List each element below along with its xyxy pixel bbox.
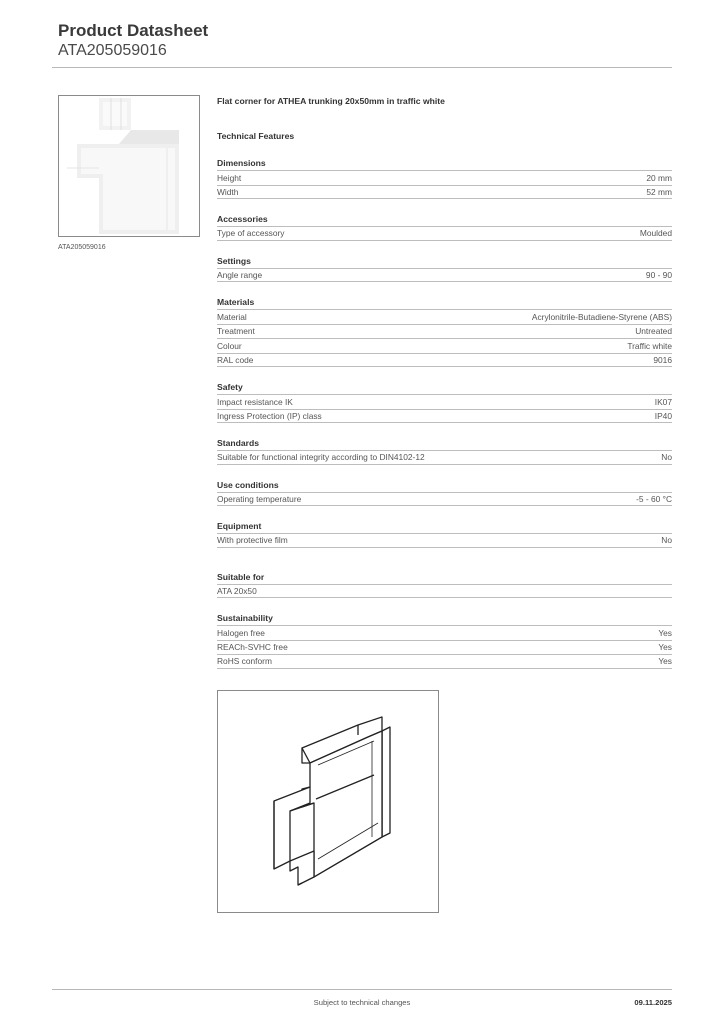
product-photo-image [59, 96, 199, 236]
spec-label: Colour [217, 340, 242, 351]
spec-label: Operating temperature [217, 493, 302, 504]
spec-label: Height [217, 172, 242, 183]
spec-row [217, 170, 672, 185]
spec-label: Material [217, 311, 247, 322]
article-number: ATA205059016 [58, 42, 167, 59]
sustainability-rows [217, 625, 672, 669]
spec-rows [217, 170, 672, 199]
section-title: Safety [217, 382, 243, 392]
document-header [58, 20, 208, 60]
spec-label: Ingress Protection (IP) class [217, 410, 322, 421]
suitable-for-rows [217, 584, 672, 599]
spec-label: ATA 20x50 [217, 585, 257, 596]
section-title: Sustainability [217, 613, 273, 623]
spec-row [217, 324, 672, 339]
spec-label: Halogen free [217, 627, 265, 638]
spec-value: IK07 [654, 396, 672, 407]
spec-section [217, 521, 672, 548]
section-title: Dimensions [217, 158, 266, 168]
spec-section [217, 438, 672, 465]
technical-content [217, 96, 672, 702]
spec-row [217, 268, 672, 283]
spec-value: Moulded [639, 228, 672, 239]
spec-row [217, 394, 672, 409]
spec-row [217, 409, 672, 424]
spec-row [217, 309, 672, 324]
spec-value: 9016 [653, 354, 672, 365]
product-description: Flat corner for ATHEA trunking 20x50mm in traffic white [217, 96, 445, 106]
spec-value: Acrylonitrile-Butadiene-Styrene (ABS) [531, 311, 672, 322]
spec-label: With protective film [217, 535, 288, 546]
spec-value: -5 - 60 °C [636, 493, 672, 504]
spec-value: IP40 [654, 410, 672, 421]
spec-value: 52 mm [646, 186, 672, 197]
spec-value: No [661, 452, 672, 463]
spec-rows [217, 492, 672, 507]
section-title: Suitable for [217, 571, 265, 582]
spec-sections [217, 158, 672, 548]
spec-section [217, 480, 672, 507]
spec-row [217, 185, 672, 200]
drawing-image [218, 691, 438, 912]
spec-label: Angle range [217, 269, 263, 280]
footer-date: 09.11.2025 [634, 998, 672, 1007]
document-title: Product Datasheet [58, 21, 209, 40]
spec-row [217, 353, 672, 368]
section-title: Use conditions [217, 479, 279, 490]
spec-row [217, 338, 672, 353]
spec-section [217, 382, 672, 423]
spec-section [217, 214, 672, 241]
spec-value: Yes [658, 627, 672, 638]
spec-value: Untreated [635, 326, 672, 337]
section-title: Standards [217, 438, 260, 448]
spec-row [217, 492, 672, 507]
spec-row [217, 640, 672, 655]
product-photo [58, 95, 200, 237]
spec-row [217, 654, 672, 669]
section-title: Settings [217, 255, 251, 266]
spec-row [217, 533, 672, 548]
suitable-for-section [217, 572, 672, 599]
spec-value: Traffic white [627, 340, 672, 351]
spec-rows [217, 450, 672, 465]
spec-label: REACh-SVHC free [217, 642, 288, 653]
spec-row [217, 450, 672, 465]
spec-value: 90 - 90 [645, 269, 672, 280]
spec-rows [217, 226, 672, 241]
spec-value: No [661, 535, 672, 546]
spec-rows [217, 533, 672, 548]
spec-value: 20 mm [646, 172, 672, 183]
section-title: Equipment [217, 521, 262, 531]
section-title: Accessories [217, 214, 268, 224]
footer-note: Subject to technical changes [313, 998, 411, 1007]
spec-value: Yes [658, 642, 672, 653]
spec-label: Width [217, 186, 239, 197]
technical-features-heading: Technical Features [217, 131, 295, 141]
spec-label: Impact resistance IK [217, 396, 293, 407]
spec-row [217, 625, 672, 640]
spec-label: RoHS conform [217, 656, 272, 667]
spec-rows [217, 309, 672, 367]
spec-value: Yes [658, 656, 672, 667]
photo-caption: ATA205059016 [58, 244, 106, 251]
section-title: Materials [217, 297, 255, 307]
spec-section [217, 256, 672, 283]
spec-row [217, 226, 672, 241]
spec-label: Treatment [217, 326, 255, 337]
spec-label: RAL code [217, 354, 254, 365]
technical-drawing [217, 690, 439, 913]
spec-row [217, 584, 672, 599]
spec-rows [217, 394, 672, 423]
spec-section [217, 158, 672, 199]
header-divider [52, 67, 672, 68]
spec-label: Type of accessory [217, 228, 285, 239]
spec-label: Suitable for functional integrity according to DIN4102-12 [217, 452, 425, 463]
spec-rows [217, 268, 672, 283]
footer-divider [52, 989, 672, 990]
sustainability-section [217, 613, 672, 669]
spec-section [217, 297, 672, 367]
